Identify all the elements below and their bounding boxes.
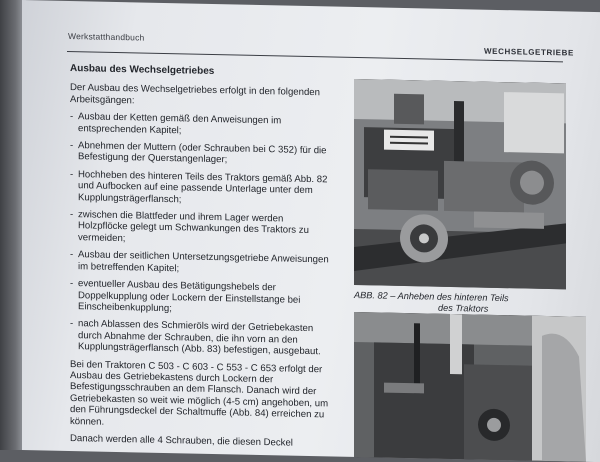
tractor-lifted-photo <box>354 79 566 289</box>
running-header-right: WECHSELGETRIEBE <box>484 46 574 58</box>
list-item: - Ausbau der Ketten gemäß den Anweisungen im entsprechenden Kapitel; <box>70 111 332 139</box>
list-item: - Hochheben des hinteren Teils des Traktors gemäß Abb. 82 und Aufbocken auf eine passende Unterlage unter dem Kupplungsträgerflansch; <box>70 169 332 209</box>
list-item: - eventueller Ausbau des Betätigungshebels der Doppelkupplung oder Lockern der Einstellstange bei Einscheibenkupplung; <box>70 278 332 318</box>
paragraph: Bei den Traktoren C 503 - C 603 - C 553 - C 653 erfolgt der Ausbau des Getriebekastens durch Lockern der Befestigungsschrauben an dem Flansch. Danach wird der Getriebekasten so weit wie möglich (4-5 cm) angehoben, um den Führungsdeckel der Schaltmuffe (Abb. 84) erreichen zu können. <box>70 358 329 428</box>
running-header-left: Werkstatthandbuch <box>68 30 145 43</box>
list-item: - Ausbau der seitlichen Untersetzungsgetriebe Anweisungen im betreffenden Kapitel; <box>70 249 332 277</box>
text-column <box>70 63 332 456</box>
intro-paragraph: Der Ausbau des Wechselgetriebes erfolgt in den folgenden Arbeitsgängen: <box>70 82 320 107</box>
section-title: Ausbau des Wechselgetriebes <box>70 63 215 78</box>
list-item: - Abnehmen der Muttern (oder Schrauben bei C 352) für die Befestigung der Querstangenlager; <box>70 140 332 168</box>
paragraph: Danach werden alle 4 Schrauben, die diesen Deckel <box>70 432 293 449</box>
list-item: - nach Ablassen des Schmieröls wird der Getriebekasten durch Abnahme der Schrauben, die ihn vorn an den Kupplungsträgerflansch (Abb. 83) befestigen, ausgebaut. <box>70 318 332 358</box>
caption-line-2: des Traktors <box>438 302 489 314</box>
gearbox-removal-illustration <box>354 312 586 462</box>
tractor-lifted-illustration <box>354 79 566 289</box>
manual-page <box>22 0 600 462</box>
caption-line-1: ABB. 82 – Anheben des hinteren Teils <box>354 289 509 304</box>
gearbox-removal-photo <box>354 312 586 462</box>
list-item: - zwischen die Blattfeder und ihrem Lager werden Holzpflöcke gelegt um Schwankungen des Traktors zu vermeiden; <box>70 209 332 249</box>
